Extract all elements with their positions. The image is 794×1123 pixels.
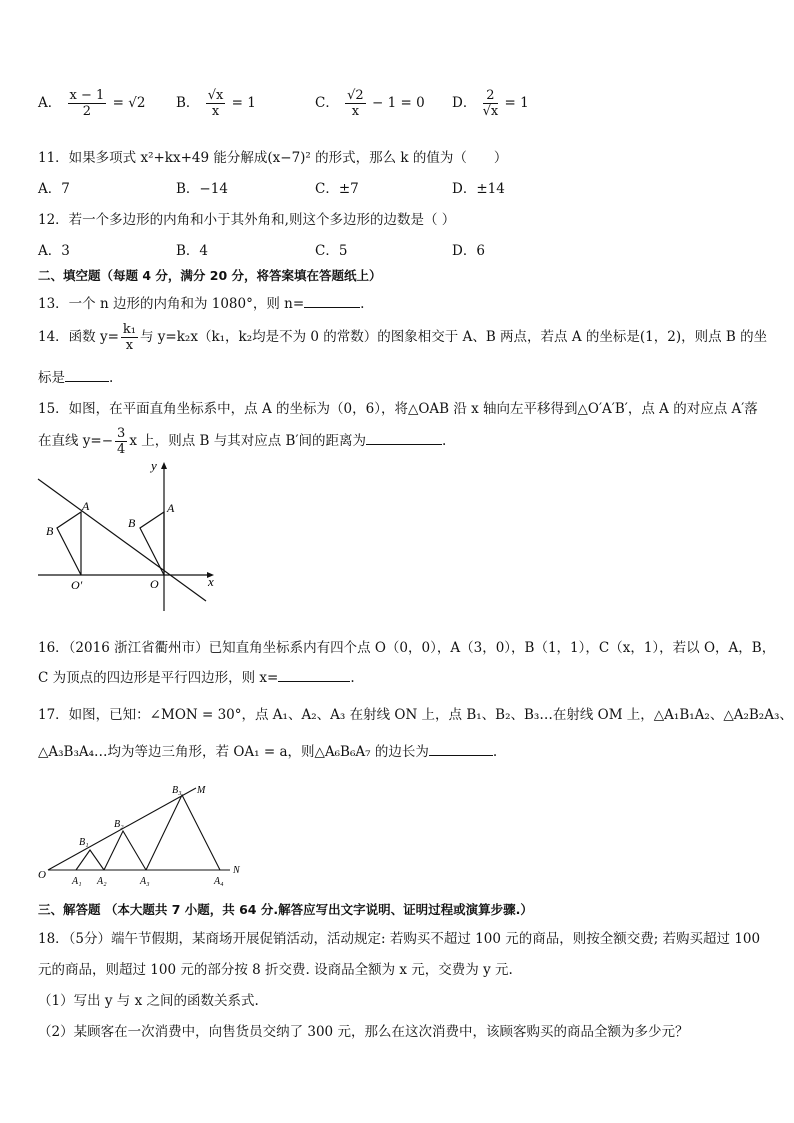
point-a4-label: A₄ (214, 876, 224, 887)
q18-sub1: （1）写出 y 与 x 之间的函数关系式. (38, 993, 259, 1009)
q12-option-c: C．5 (315, 243, 348, 259)
q11-option-a: A．7 (38, 181, 70, 197)
q16-line2: C 为顶点的四边形是平行四边形，则 x= . (38, 666, 355, 686)
q14-answer-blank[interactable] (65, 367, 109, 382)
y-axis-arrow-icon (161, 462, 167, 469)
point-b1-label: B₁ (79, 837, 89, 848)
point-a-prime-label: A (82, 499, 90, 513)
q15-line2: 在直线 y=− $\frac{3}{4}$ x 上，则点 B 与其对应点 B′间的距离为 . (38, 426, 447, 457)
q12-option-b: B．4 (176, 243, 209, 259)
q18-line1: 18．（5分）端午节假期，某商场开展促销活动，活动规定: 若购买不超过 100 元的商品，则按全额交费; 若购买超过 100 (38, 931, 761, 947)
q18-sub2: （2）某顾客在一次消费中，向售货员交纳了 300 元，那么在这次消费中，该顾客购买的商品全额为多少元？ (38, 1024, 689, 1040)
q17-line1: 17．如图，已知：∠MON = 30°，点 A₁、A₂、A₃ 在射线 ON 上，点 B₁、B₂、B₃…在射线 OM 上，△A₁B₁A₂、△A₂B₂A₃、 (38, 707, 793, 723)
point-o-prime-label: O′ (71, 578, 83, 592)
q17-answer-blank[interactable] (429, 741, 493, 756)
triangle-a3-b3-a4 (146, 795, 220, 870)
q14-line1: 14．函数 y= $\frac{\text{k₁}}{x}$ 与 y=k₂x（k₁，k₂均是不为 0 的常数）的图象相交于 A、B 两点，若点 A 的坐标是(1，2)，则点 B 的坐 (38, 322, 768, 353)
q10-option-c: C． $\frac{√2}{x}$ − 1 = 0 (315, 88, 425, 119)
q17-figure (34, 778, 254, 890)
point-b-prime-label: B (46, 524, 54, 538)
y-axis-label: y (151, 458, 157, 473)
q10-option-d: D． $\frac{2}{√x}$ = 1 (452, 88, 529, 119)
point-n-label: N (233, 865, 240, 876)
q13: 13．一个 n 边形的内角和为 1080°，则 n= . (38, 292, 364, 312)
x-axis-label: x (208, 574, 214, 589)
point-a3-label: A₃ (140, 876, 150, 887)
q14-line2: 标是 . (38, 366, 113, 386)
q18-line2: 元的商品，则超过 100 元的部分按 8 折交费. 设商品全额为 x 元，交费为 y 元. (38, 962, 513, 978)
point-o-label: O (150, 577, 159, 591)
q12-option-a: A．3 (38, 243, 70, 259)
point-a1-label: A₁ (72, 876, 82, 887)
point-a2-label: A₂ (97, 876, 107, 887)
q13-answer-blank[interactable] (304, 293, 360, 308)
section-2-heading: 二、填空题（每题 4 分，满分 20 分，将答案填在答题纸上） (38, 268, 382, 283)
q11-option-d: D．±14 (452, 181, 505, 197)
q15-line1: 15．如图，在平面直角坐标系中，点 A 的坐标为（0，6），将△OAB 沿 x 轴向左平移得到△O′A′B′，点 A 的对应点 A′落 (38, 401, 758, 417)
triangle-a1-b1-a2 (76, 850, 104, 870)
q13-text: 13．一个 n 边形的内角和为 1080°，则 n= (38, 296, 305, 312)
q10-option-b: B． $\frac{√x}{x}$ = 1 (176, 88, 256, 119)
point-a-label: A (167, 501, 175, 515)
point-m-label: M (197, 785, 206, 796)
triangle-oab (140, 512, 164, 575)
q11-option-b: B．−14 (176, 181, 228, 197)
q11-option-c: C．±7 (315, 181, 359, 197)
q16-line1: 16．（2016 浙江省衢州市）已知直角坐标系内有四个点 O（0，0），A（3，0），B（1，1），C（x，1），若以 O，A，B， (38, 640, 776, 656)
triangle-o-prime-a-prime-b-prime (57, 512, 81, 575)
q16-answer-blank[interactable] (278, 667, 350, 682)
q12-option-d: D．6 (452, 243, 485, 259)
section-3-heading: 三、解答题 （本大题共 7 小题，共 64 分.解答应写出文字说明、证明过程或演算步骤.） (38, 902, 533, 917)
q11-stem: 11．如果多项式 x²+kx+49 能分解成(x−7)² 的形式，那么 k 的值为（ ） (38, 150, 508, 166)
q17-line2: △A₃B₃A₄…均为等边三角形，若 OA₁ = a，则△A₆B₆A₇ 的边长为 . (38, 740, 497, 760)
q15-figure (30, 455, 230, 615)
point-b-label: B (128, 516, 136, 530)
point-b2-label: B₂ (114, 819, 124, 830)
point-o-label: O (38, 869, 46, 881)
point-b3-label: B₃ (172, 785, 182, 796)
q15-answer-blank[interactable] (366, 430, 442, 445)
triangle-a2-b2-a3 (104, 831, 146, 870)
q12-stem: 12．若一个多边形的内角和小于其外角和,则这个多边形的边数是（ ） (38, 212, 456, 228)
q10-option-a: A． $\frac{x - 1}{2}$ = √2 (38, 88, 146, 119)
